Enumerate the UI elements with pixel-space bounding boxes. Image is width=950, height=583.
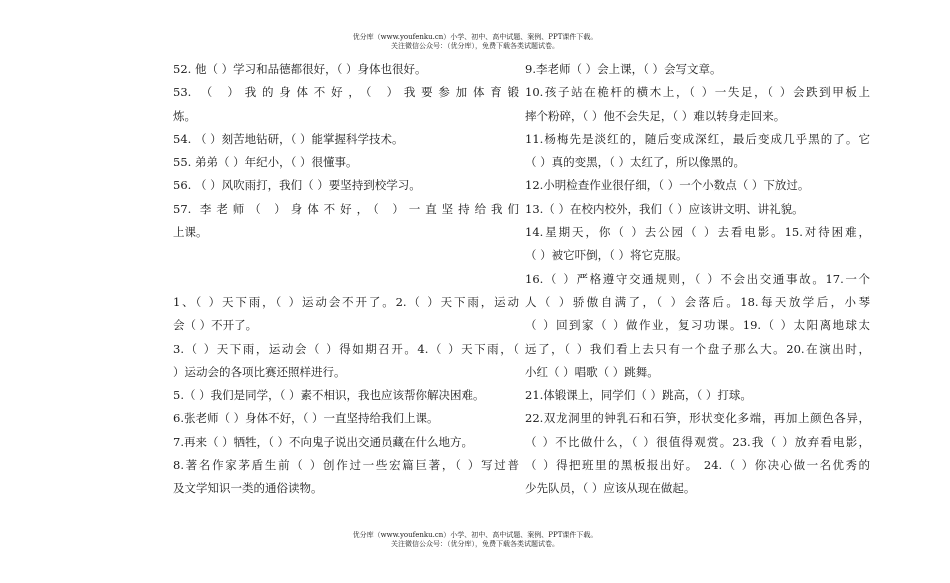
- question-line: 3.（ ）天下雨，运动会（ ）得如期召开。4.（ ）天下雨，（: [173, 341, 519, 356]
- question-line: 炼。: [173, 108, 196, 123]
- blank-line: [173, 268, 519, 291]
- question-line: 22.双龙洞里的钟乳石和石笋，形状变化多端，再加上颜色各异，: [525, 411, 870, 426]
- question-line: 16.（ ）严格遵守交通规则，（ ）不会出交通事故。17.一个: [525, 271, 870, 286]
- question-line: 14.星期天，你（ ）去公园（ ）去看电影。15.对待困难，: [525, 225, 870, 240]
- question-line: 8.著名作家茅盾生前（ ）创作过一些宏篇巨著，（ ）写过普: [173, 458, 519, 473]
- question-line: 11.杨梅先是淡红的，随后变成深红，最后变成几乎黑的了。它: [525, 131, 870, 146]
- question-line: 少先队员，（ ）应该从现在做起。: [525, 481, 696, 496]
- question-line: 21.体锻课上，同学们（ ）跳高，（ ）打球。: [525, 388, 752, 403]
- question-line: （ ）回到家（ ）做作业，复习功课。19.（ ）太阳离地球太: [525, 318, 870, 333]
- question-line: 10.孩子站在桅杆的横木上，（ ）一失足，（ ）会跌到甲板上: [525, 85, 870, 100]
- question-line: （ ）真的变黑，（ ）太红了，所以像黑的。: [525, 155, 746, 170]
- right-column: [525, 58, 870, 501]
- question-line: 57. 李老师（ ）身体不好，（ ）一直坚持给我们: [173, 201, 519, 216]
- question-line: 7.再来（ ）牺牲，（ ）不向鬼子说出交通员藏在什么地方。: [173, 434, 474, 449]
- question-line: 人（ ）骄傲自满了，（ ）会落后。18.每天放学后，小琴: [525, 294, 870, 309]
- page-footer: [0, 531, 950, 549]
- question-line: 55. 弟弟（ ）年纪小，（ ）很懂事。: [173, 155, 358, 170]
- question-line: 5.（ ）我们是同学，（ ）素不相识，我也应该帮你解决困难。: [173, 388, 485, 403]
- question-line: 54. （ ）刻苦地钻研，（ ）能掌握科学技术。: [173, 131, 404, 146]
- question-line: 52. 他（ ）学习和品德都很好，（ ）身体也很好。: [173, 62, 427, 76]
- question-line: 53. （ ）我的身体不好，（ ）我要参加体育锻: [173, 85, 519, 100]
- footer-line-2: 关注微信公众号：（优分库），免费下载各类试题试卷。: [391, 540, 559, 548]
- header-line-2: 关注微信公众号：（优分库），免费下载各类试题试卷。: [391, 42, 559, 50]
- header-line-1: 优分库（www.youfenku.cn）小学、初中、高中试题、案例、PPT课件下载。: [352, 33, 598, 41]
- question-line: 远了，（ ）我们看上去只有一个盘子那么大。20.在演出时，: [525, 341, 870, 356]
- question-line: 会（ ）不开了。: [173, 318, 258, 333]
- question-line: ）运动会的各项比赛还照样进行。: [173, 364, 346, 379]
- question-line: （ ）被它吓倒，（ ）将它克服。: [525, 248, 688, 263]
- page-header: [0, 33, 950, 51]
- footer-line-1: 优分库（www.youfenku.cn）小学、初中、高中试题、案例、PPT课件下载。: [352, 531, 598, 539]
- question-line: （ ）不比做什么，（ ）很值得观赏。23.我（ ）放弃看电影，: [525, 434, 870, 449]
- question-line: （ ）得把班里的黑板报出好。 24.（ ）你决心做一名优秀的: [525, 458, 870, 473]
- question-line: 及文学知识一类的通俗读物。: [173, 481, 323, 496]
- left-column: [173, 58, 519, 501]
- question-line: 6.张老师（ ）身体不好，（ ）一直坚持给我们上课。: [173, 411, 439, 426]
- question-line: 上课。: [173, 225, 208, 240]
- question-line: 12.小明检查作业很仔细，（ ）一个小数点（ ）下放过。: [525, 178, 810, 193]
- question-line: 1、（ ）天下雨，（ ）运动会不开了。2.（ ）天下雨，运动: [173, 294, 519, 309]
- question-line: 小红（ ）唱歌（ ）跳舞。: [525, 364, 659, 379]
- question-line: 9.李老师（ ）会上课，（ ）会写文章。: [525, 62, 722, 76]
- blank-line: [173, 244, 519, 267]
- question-line: 13.（ ）在校内校外，我们（ ）应该讲文明、讲礼貌。: [525, 201, 804, 216]
- question-line: 摔个粉碎，（ ）他不会失足，（ ）难以转身走回来。: [525, 108, 786, 123]
- question-line: 56. （ ）风吹雨打，我们（ ）要坚持到校学习。: [173, 178, 421, 193]
